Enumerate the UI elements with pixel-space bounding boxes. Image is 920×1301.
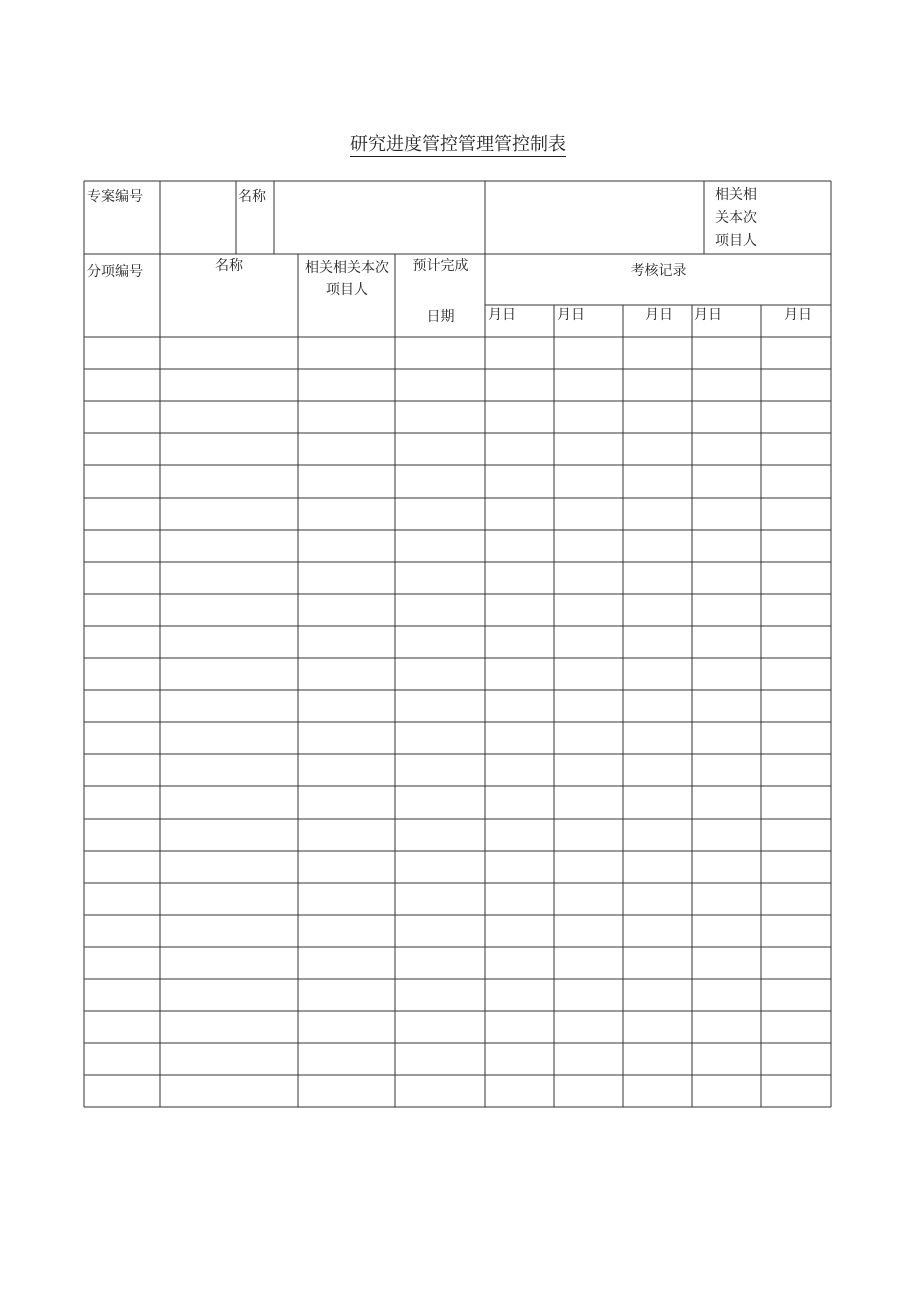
- table-cell[interactable]: [85, 659, 160, 690]
- table-cell[interactable]: [85, 563, 160, 594]
- table-cell[interactable]: [624, 916, 692, 947]
- table-cell[interactable]: [85, 402, 160, 433]
- table-cell[interactable]: [161, 1076, 298, 1107]
- table-cell[interactable]: [299, 499, 395, 530]
- table-cell[interactable]: [762, 723, 831, 754]
- table-cell[interactable]: [624, 884, 692, 915]
- table-cell[interactable]: [555, 402, 623, 433]
- table-cell[interactable]: [555, 755, 623, 786]
- table-cell[interactable]: [161, 852, 298, 883]
- table-cell[interactable]: [693, 1012, 761, 1043]
- table-cell[interactable]: [486, 1044, 554, 1075]
- table-cell[interactable]: [762, 434, 831, 465]
- due-date-label-line-1: 预计完成: [412, 258, 469, 274]
- table-cell[interactable]: [693, 338, 761, 369]
- table-cell[interactable]: [396, 563, 485, 594]
- table-cell[interactable]: [762, 370, 831, 401]
- related-persons-line-2: 关本次: [715, 210, 757, 226]
- table-cell[interactable]: [396, 531, 485, 562]
- table-cell[interactable]: [762, 1076, 831, 1107]
- table-cell[interactable]: [486, 755, 554, 786]
- table-cell[interactable]: [85, 531, 160, 562]
- table-cell[interactable]: [486, 1012, 554, 1043]
- table-cell[interactable]: [693, 402, 761, 433]
- table-cell[interactable]: [486, 884, 554, 915]
- project-no-label: 专案编号: [87, 189, 143, 205]
- table-cell[interactable]: [161, 434, 298, 465]
- due-date-label-line-2: 日期: [426, 309, 455, 325]
- table-cell[interactable]: [486, 820, 554, 851]
- table-cell[interactable]: [299, 466, 395, 498]
- review-date-3: 月日: [645, 307, 673, 323]
- review-date-5: 月日: [784, 307, 812, 323]
- table-cell[interactable]: [762, 948, 831, 979]
- table-cell[interactable]: [624, 531, 692, 562]
- table-cell[interactable]: [486, 852, 554, 883]
- sub-related-line-2: 项目人: [326, 282, 368, 298]
- related-persons-line-3: 项目人: [715, 233, 757, 249]
- table-cell[interactable]: [161, 659, 298, 690]
- table-cell[interactable]: [693, 595, 761, 626]
- table-cell[interactable]: [693, 1076, 761, 1107]
- table-cell[interactable]: [299, 820, 395, 851]
- table-cell[interactable]: [85, 787, 160, 819]
- table-cell[interactable]: [396, 884, 485, 915]
- table-cell[interactable]: [161, 884, 298, 915]
- table-cell[interactable]: [486, 370, 554, 401]
- table-cell[interactable]: [85, 884, 160, 915]
- table-cell[interactable]: [299, 980, 395, 1011]
- table-cell[interactable]: [555, 1044, 623, 1075]
- table-cell[interactable]: [693, 787, 761, 819]
- table-cell[interactable]: [396, 1012, 485, 1043]
- table-cell[interactable]: [624, 1044, 692, 1075]
- table-cell[interactable]: [762, 884, 831, 915]
- table-cell[interactable]: [299, 787, 395, 819]
- project-no-field[interactable]: [161, 181, 236, 254]
- table-cell[interactable]: [299, 659, 395, 690]
- table-cell[interactable]: [555, 659, 623, 690]
- table-cell[interactable]: [161, 466, 298, 498]
- table-cell[interactable]: [299, 1044, 395, 1075]
- table-cell[interactable]: [624, 948, 692, 979]
- table-cell[interactable]: [486, 980, 554, 1011]
- table-cell[interactable]: [555, 980, 623, 1011]
- table-cell[interactable]: [486, 466, 554, 498]
- table-cell[interactable]: [85, 723, 160, 754]
- table-cell[interactable]: [85, 370, 160, 401]
- table-cell[interactable]: [299, 755, 395, 786]
- table-cell[interactable]: [624, 1076, 692, 1107]
- table-cell[interactable]: [161, 916, 298, 947]
- table-cell[interactable]: [624, 627, 692, 658]
- table-cell[interactable]: [299, 563, 395, 594]
- table-cell[interactable]: [555, 948, 623, 979]
- table-cell[interactable]: [299, 531, 395, 562]
- table-cell[interactable]: [161, 402, 298, 433]
- table-cell[interactable]: [693, 691, 761, 722]
- table-cell[interactable]: [624, 499, 692, 530]
- table-cell[interactable]: [693, 948, 761, 979]
- table-cell[interactable]: [624, 563, 692, 594]
- table-cell[interactable]: [396, 434, 485, 465]
- table-cell[interactable]: [85, 691, 160, 722]
- table-cell[interactable]: [161, 820, 298, 851]
- table-cell[interactable]: [85, 627, 160, 658]
- table-cell[interactable]: [555, 691, 623, 722]
- table-cell[interactable]: [693, 723, 761, 754]
- review-record-label: 考核记录: [630, 263, 687, 279]
- table-cell[interactable]: [624, 370, 692, 401]
- project-name-label: 名称: [238, 189, 266, 205]
- table-cell[interactable]: [85, 1076, 160, 1107]
- title-text: 研究进度管控管理管控制表: [350, 134, 566, 155]
- table-cell[interactable]: [299, 338, 395, 369]
- table-cell[interactable]: [624, 852, 692, 883]
- table-cell[interactable]: [555, 466, 623, 498]
- table-cell[interactable]: [762, 787, 831, 819]
- table-cell[interactable]: [396, 402, 485, 433]
- table-cell[interactable]: [85, 499, 160, 530]
- table-cell[interactable]: [161, 563, 298, 594]
- table-cell[interactable]: [396, 916, 485, 947]
- review-date-2: 月日: [557, 307, 585, 323]
- table-cell[interactable]: [85, 980, 160, 1011]
- table-cell[interactable]: [161, 948, 298, 979]
- table-cell[interactable]: [693, 884, 761, 915]
- table-cell[interactable]: [555, 852, 623, 883]
- table-cell[interactable]: [555, 595, 623, 626]
- table-cell[interactable]: [299, 627, 395, 658]
- review-date-1: 月日: [488, 307, 516, 323]
- table-cell[interactable]: [624, 338, 692, 369]
- table-cell[interactable]: [396, 1076, 485, 1107]
- table-cell[interactable]: [299, 852, 395, 883]
- table-cell[interactable]: [762, 466, 831, 498]
- table-cell[interactable]: [693, 627, 761, 658]
- table-cell[interactable]: [762, 563, 831, 594]
- table-cell[interactable]: [555, 370, 623, 401]
- table-cell[interactable]: [486, 787, 554, 819]
- table-cell[interactable]: [693, 852, 761, 883]
- table-cell[interactable]: [486, 531, 554, 562]
- table-cell[interactable]: [161, 370, 298, 401]
- table-cell[interactable]: [555, 723, 623, 754]
- table-cell[interactable]: [85, 755, 160, 786]
- table-cell[interactable]: [396, 595, 485, 626]
- table-cell[interactable]: [693, 466, 761, 498]
- table-cell[interactable]: [624, 980, 692, 1011]
- table-cell[interactable]: [161, 627, 298, 658]
- table-cell[interactable]: [161, 723, 298, 754]
- table-cell[interactable]: [161, 1012, 298, 1043]
- table-cell[interactable]: [762, 916, 831, 947]
- table-cell[interactable]: [299, 691, 395, 722]
- table-cell[interactable]: [161, 691, 298, 722]
- table-cell[interactable]: [762, 755, 831, 786]
- table-cell[interactable]: [555, 787, 623, 819]
- table-cell[interactable]: [555, 627, 623, 658]
- table-cell[interactable]: [85, 595, 160, 626]
- table-cell[interactable]: [396, 755, 485, 786]
- table-cell[interactable]: [396, 370, 485, 401]
- table-cell[interactable]: [624, 723, 692, 754]
- table-cell[interactable]: [161, 338, 298, 369]
- table-cell[interactable]: [762, 595, 831, 626]
- table-cell[interactable]: [161, 755, 298, 786]
- table-cell[interactable]: [396, 466, 485, 498]
- table-cell[interactable]: [693, 370, 761, 401]
- table-cell[interactable]: [762, 852, 831, 883]
- table-cell[interactable]: [396, 1044, 485, 1075]
- table-cell[interactable]: [624, 691, 692, 722]
- table-cell[interactable]: [85, 1012, 160, 1043]
- table-cell[interactable]: [693, 916, 761, 947]
- table-cell[interactable]: [486, 916, 554, 947]
- table-cell[interactable]: [693, 1044, 761, 1075]
- review-date-4: 月日: [694, 307, 722, 323]
- table-cell[interactable]: [762, 627, 831, 658]
- table-cell[interactable]: [693, 820, 761, 851]
- related-persons-line-1: 相关相: [715, 187, 757, 203]
- table-cell[interactable]: [624, 434, 692, 465]
- table-cell[interactable]: [486, 1076, 554, 1107]
- table-cell[interactable]: [486, 499, 554, 530]
- table-cell[interactable]: [762, 691, 831, 722]
- table-cell[interactable]: [396, 787, 485, 819]
- table-cell[interactable]: [555, 820, 623, 851]
- table-cell[interactable]: [624, 402, 692, 433]
- table-cell[interactable]: [299, 1012, 395, 1043]
- sub-no-label: 分项编号: [87, 264, 143, 280]
- table-cell[interactable]: [555, 499, 623, 530]
- table-cell[interactable]: [486, 338, 554, 369]
- table-cell[interactable]: [299, 723, 395, 754]
- table-cell[interactable]: [624, 466, 692, 498]
- table-cell[interactable]: [161, 531, 298, 562]
- table-cell[interactable]: [299, 884, 395, 915]
- sub-name-label: 名称: [215, 258, 243, 274]
- table-cell[interactable]: [396, 980, 485, 1011]
- table-cell[interactable]: [85, 1044, 160, 1075]
- table-cell[interactable]: [624, 659, 692, 690]
- table-cell[interactable]: [762, 531, 831, 562]
- table-cell[interactable]: [624, 787, 692, 819]
- table-cell[interactable]: [299, 595, 395, 626]
- table-cell[interactable]: [693, 659, 761, 690]
- table-cell[interactable]: [762, 980, 831, 1011]
- table-cell[interactable]: [555, 916, 623, 947]
- table-cell[interactable]: [762, 338, 831, 369]
- table-cell[interactable]: [486, 434, 554, 465]
- table-cell[interactable]: [624, 820, 692, 851]
- table-cell[interactable]: [396, 852, 485, 883]
- table-cell[interactable]: [396, 499, 485, 530]
- table-cell[interactable]: [85, 820, 160, 851]
- table-cell[interactable]: [486, 402, 554, 433]
- table-cell[interactable]: [762, 1044, 831, 1075]
- table-cell[interactable]: [555, 531, 623, 562]
- table-cell[interactable]: [161, 787, 298, 819]
- table-cell[interactable]: [396, 627, 485, 658]
- table-cell[interactable]: [624, 755, 692, 786]
- table-cell[interactable]: [396, 723, 485, 754]
- table-cell[interactable]: [396, 338, 485, 369]
- table-cell[interactable]: [299, 916, 395, 947]
- table-cell[interactable]: [762, 659, 831, 690]
- table-cell[interactable]: [396, 691, 485, 722]
- table-cell[interactable]: [555, 884, 623, 915]
- table-cell[interactable]: [396, 948, 485, 979]
- table-cell[interactable]: [396, 820, 485, 851]
- table-cell[interactable]: [486, 659, 554, 690]
- table-cell[interactable]: [555, 434, 623, 465]
- table-cell[interactable]: [762, 402, 831, 433]
- table-cell[interactable]: [161, 499, 298, 530]
- table-cell[interactable]: [299, 948, 395, 979]
- table-cell[interactable]: [161, 1044, 298, 1075]
- table-cell[interactable]: [85, 338, 160, 369]
- table-cell[interactable]: [161, 980, 298, 1011]
- table-cell[interactable]: [85, 466, 160, 498]
- table-cell[interactable]: [555, 1076, 623, 1107]
- table-cell[interactable]: [555, 1012, 623, 1043]
- table-cell[interactable]: [85, 916, 160, 947]
- table-cell[interactable]: [555, 338, 623, 369]
- table-cell[interactable]: [85, 852, 160, 883]
- table-cell[interactable]: [693, 980, 761, 1011]
- table-cell[interactable]: [555, 563, 623, 594]
- table-cell[interactable]: [693, 434, 761, 465]
- table-cell[interactable]: [486, 627, 554, 658]
- table-cell[interactable]: [299, 434, 395, 465]
- sub-related-line-1: 相关相关本次: [305, 260, 389, 276]
- table-cell[interactable]: [486, 948, 554, 979]
- table-cell[interactable]: [299, 402, 395, 433]
- table-cell[interactable]: [624, 595, 692, 626]
- sub-related-persons-label: [299, 257, 395, 301]
- table-cell[interactable]: [85, 948, 160, 979]
- table-cell[interactable]: [693, 755, 761, 786]
- table-cell[interactable]: [396, 659, 485, 690]
- table-cell[interactable]: [693, 499, 761, 530]
- table-cell[interactable]: [486, 723, 554, 754]
- table-cell[interactable]: [762, 1012, 831, 1043]
- table-cell[interactable]: [486, 691, 554, 722]
- related-persons-label: [715, 184, 757, 253]
- table-cell[interactable]: [762, 499, 831, 530]
- table-cell[interactable]: [624, 1012, 692, 1043]
- project-name-field[interactable]: [275, 181, 485, 254]
- table-cell[interactable]: [693, 563, 761, 594]
- table-cell[interactable]: [486, 563, 554, 594]
- table-cell[interactable]: [299, 1076, 395, 1107]
- table-cell[interactable]: [693, 531, 761, 562]
- table-cell[interactable]: [161, 595, 298, 626]
- table-cell[interactable]: [299, 370, 395, 401]
- table-cell[interactable]: [762, 820, 831, 851]
- table-cell[interactable]: [486, 595, 554, 626]
- table-cell[interactable]: [85, 434, 160, 465]
